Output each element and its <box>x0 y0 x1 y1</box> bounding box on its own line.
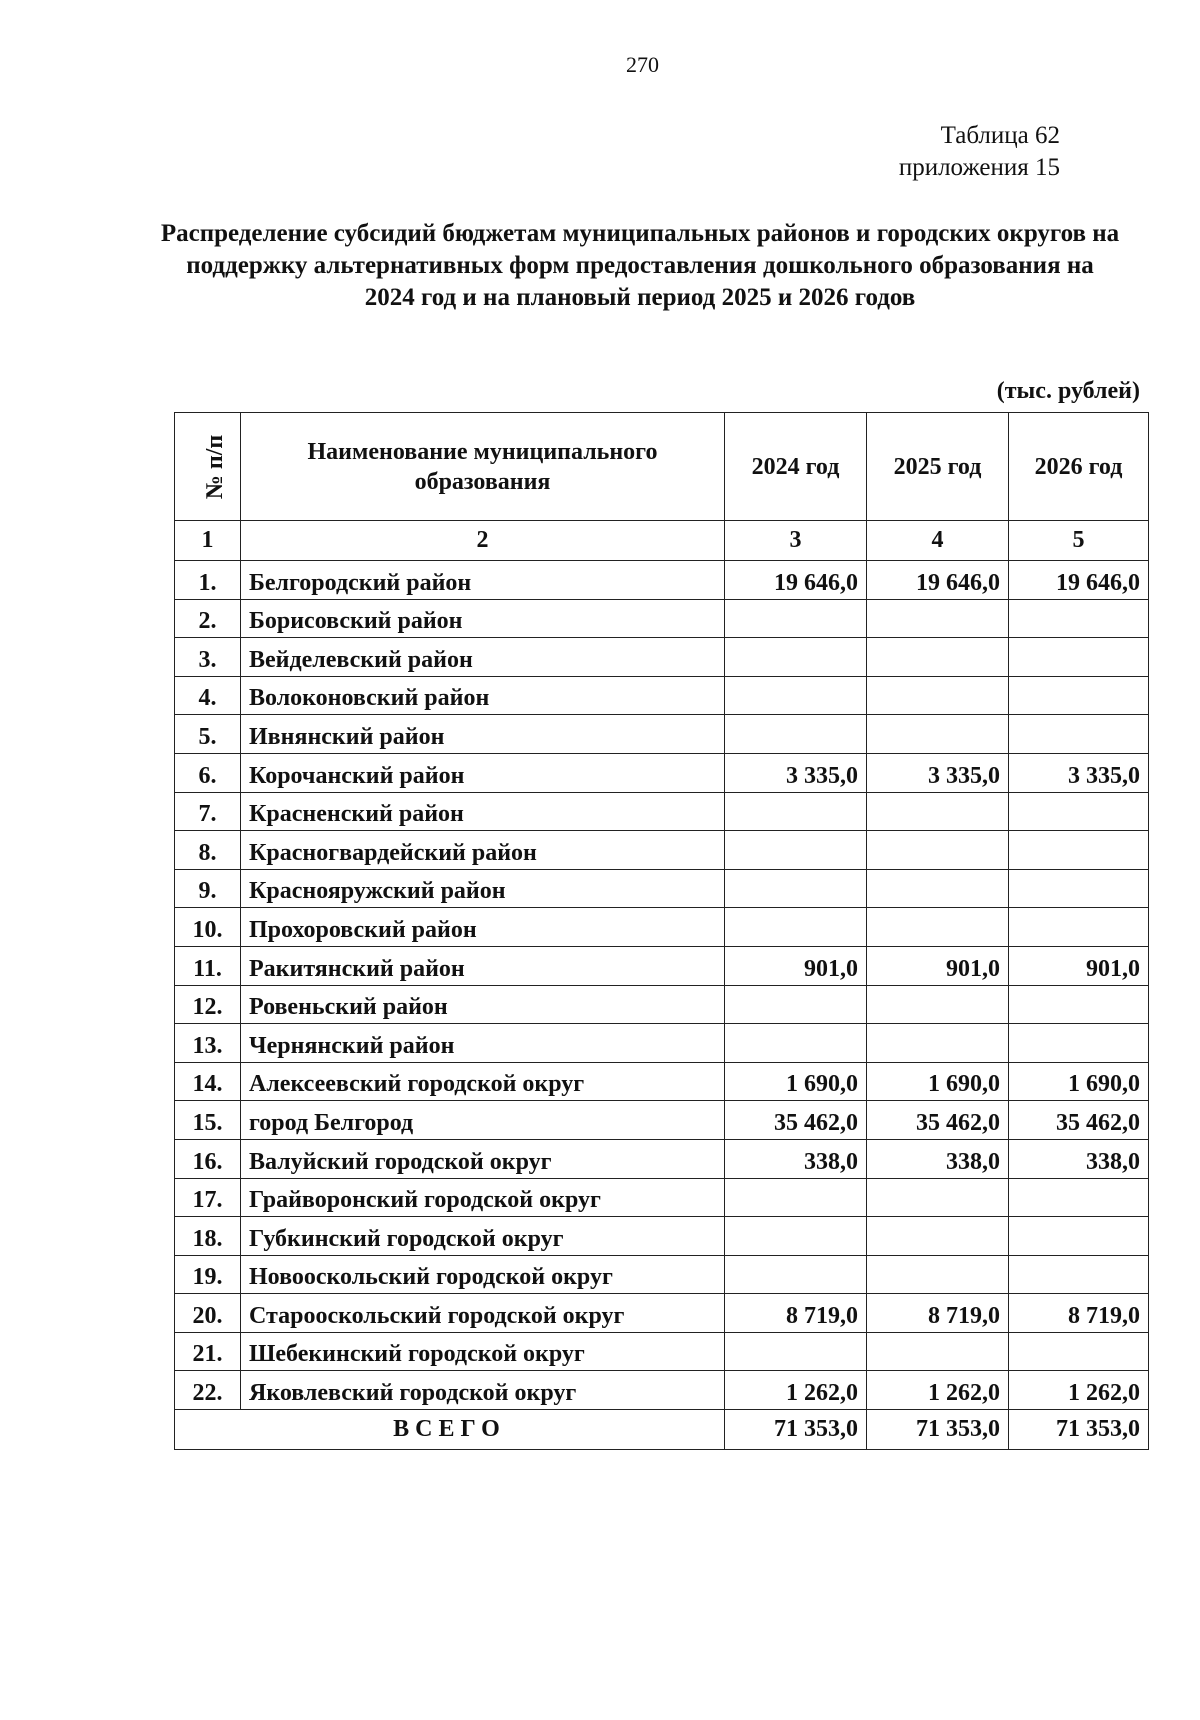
value-2026 <box>1009 676 1149 715</box>
value-2026 <box>1009 792 1149 831</box>
municipality-name: Грайворонский городской округ <box>241 1178 725 1217</box>
row-number: 10. <box>175 908 241 947</box>
value-2025: 19 646,0 <box>867 561 1009 600</box>
municipality-name: Валуйский городской округ <box>241 1139 725 1178</box>
municipality-name: Краснояружский район <box>241 869 725 908</box>
page-number: 270 <box>626 52 659 77</box>
value-2025: 35 462,0 <box>867 1101 1009 1140</box>
value-2026: 338,0 <box>1009 1139 1149 1178</box>
value-2026: 8 719,0 <box>1009 1294 1149 1333</box>
value-2025 <box>867 715 1009 754</box>
table-row <box>175 792 1149 831</box>
row-number: 19. <box>175 1255 241 1294</box>
row-number: 14. <box>175 1062 241 1101</box>
column-numbers-row <box>175 521 1149 561</box>
value-2024 <box>725 985 867 1024</box>
value-2025 <box>867 1217 1009 1256</box>
row-number: 1. <box>175 561 241 600</box>
table-row <box>175 985 1149 1024</box>
row-number: 15. <box>175 1101 241 1140</box>
row-number: 22. <box>175 1371 241 1410</box>
column-number: 4 <box>867 521 1009 561</box>
value-2025: 8 719,0 <box>867 1294 1009 1333</box>
row-number: 20. <box>175 1294 241 1333</box>
value-2024: 19 646,0 <box>725 561 867 600</box>
column-number: 3 <box>725 521 867 561</box>
value-2025: 3 335,0 <box>867 753 1009 792</box>
municipality-name: Прохоровский район <box>241 908 725 947</box>
table-row <box>175 1178 1149 1217</box>
value-2026 <box>1009 1332 1149 1371</box>
value-2026 <box>1009 599 1149 638</box>
table-row <box>175 1139 1149 1178</box>
row-number: 9. <box>175 869 241 908</box>
value-2026 <box>1009 1024 1149 1063</box>
value-2024: 1 262,0 <box>725 1371 867 1410</box>
municipality-name: Борисовский район <box>241 599 725 638</box>
row-number: 4. <box>175 676 241 715</box>
header-name: Наименование муниципального образования <box>241 413 725 521</box>
value-2024: 901,0 <box>725 946 867 985</box>
table-row <box>175 715 1149 754</box>
subsidy-table <box>174 412 1149 1450</box>
value-2024 <box>725 715 867 754</box>
value-2024 <box>725 1332 867 1371</box>
value-2024 <box>725 1217 867 1256</box>
value-2024 <box>725 1024 867 1063</box>
row-number: 13. <box>175 1024 241 1063</box>
total-label: ВСЕГО <box>175 1410 725 1450</box>
value-2025 <box>867 599 1009 638</box>
value-2026 <box>1009 908 1149 947</box>
column-number: 5 <box>1009 521 1149 561</box>
row-number: 3. <box>175 638 241 677</box>
municipality-name: Чернянский район <box>241 1024 725 1063</box>
table-row <box>175 638 1149 677</box>
value-2024 <box>725 831 867 870</box>
total-row <box>175 1410 1149 1450</box>
value-2026: 1 262,0 <box>1009 1371 1149 1410</box>
table-row <box>175 831 1149 870</box>
municipality-name: Ракитянский район <box>241 946 725 985</box>
municipality-name: город Белгород <box>241 1101 725 1140</box>
table-row <box>175 1217 1149 1256</box>
table-row <box>175 946 1149 985</box>
municipality-name: Яковлевский городской округ <box>241 1371 725 1410</box>
municipality-name: Губкинский городской округ <box>241 1217 725 1256</box>
table-row <box>175 869 1149 908</box>
value-2026: 19 646,0 <box>1009 561 1149 600</box>
value-2026 <box>1009 869 1149 908</box>
municipality-name: Вейделевский район <box>241 638 725 677</box>
municipality-name: Алексеевский городской округ <box>241 1062 725 1101</box>
row-number: 2. <box>175 599 241 638</box>
table-row <box>175 753 1149 792</box>
row-number: 5. <box>175 715 241 754</box>
municipality-name: Ровеньский район <box>241 985 725 1024</box>
row-number: 21. <box>175 1332 241 1371</box>
value-2026 <box>1009 1178 1149 1217</box>
value-2024: 8 719,0 <box>725 1294 867 1333</box>
value-2026: 3 335,0 <box>1009 753 1149 792</box>
table-row <box>175 1062 1149 1101</box>
value-2024 <box>725 792 867 831</box>
table-row <box>175 561 1149 600</box>
value-2026: 35 462,0 <box>1009 1101 1149 1140</box>
value-2024: 35 462,0 <box>725 1101 867 1140</box>
value-2026: 1 690,0 <box>1009 1062 1149 1101</box>
units-label: (тыс. рублей) <box>996 378 1140 404</box>
column-number: 1 <box>175 521 241 561</box>
row-number: 8. <box>175 831 241 870</box>
table-row <box>175 1332 1149 1371</box>
row-number: 12. <box>175 985 241 1024</box>
value-2024 <box>725 638 867 677</box>
municipality-name: Корочанский район <box>241 753 725 792</box>
value-2025 <box>867 831 1009 870</box>
header-2024: 2024 год <box>725 413 867 521</box>
value-2025 <box>867 1255 1009 1294</box>
header-2026: 2026 год <box>1009 413 1149 521</box>
municipality-name: Белгородский район <box>241 561 725 600</box>
value-2024 <box>725 676 867 715</box>
value-2024: 338,0 <box>725 1139 867 1178</box>
value-2026 <box>1009 831 1149 870</box>
row-number: 11. <box>175 946 241 985</box>
value-2025 <box>867 792 1009 831</box>
value-2026 <box>1009 1217 1149 1256</box>
table-row <box>175 1255 1149 1294</box>
row-number: 6. <box>175 753 241 792</box>
table-number: Таблица 62 <box>940 122 1060 149</box>
municipality-name: Волоконовский район <box>241 676 725 715</box>
header-2025: 2025 год <box>867 413 1009 521</box>
value-2025 <box>867 985 1009 1024</box>
value-2025 <box>867 1024 1009 1063</box>
value-2026 <box>1009 1255 1149 1294</box>
table-row <box>175 1024 1149 1063</box>
value-2024 <box>725 1178 867 1217</box>
row-number: 18. <box>175 1217 241 1256</box>
header-num: № п/п <box>175 413 241 521</box>
value-2025: 1 690,0 <box>867 1062 1009 1101</box>
value-2024: 3 335,0 <box>725 753 867 792</box>
value-2026 <box>1009 638 1149 677</box>
row-number: 16. <box>175 1139 241 1178</box>
total-2026: 71 353,0 <box>1009 1410 1149 1450</box>
municipality-name: Ивнянский район <box>241 715 725 754</box>
value-2025 <box>867 676 1009 715</box>
value-2025 <box>867 1178 1009 1217</box>
total-2024: 71 353,0 <box>725 1410 867 1450</box>
municipality-name: Красногвардейский район <box>241 831 725 870</box>
value-2026 <box>1009 985 1149 1024</box>
table-header-row <box>175 413 1149 521</box>
value-2024 <box>725 869 867 908</box>
value-2025 <box>867 908 1009 947</box>
value-2025: 338,0 <box>867 1139 1009 1178</box>
value-2025: 901,0 <box>867 946 1009 985</box>
table-row <box>175 1294 1149 1333</box>
value-2025 <box>867 1332 1009 1371</box>
municipality-name: Новооскольский городской округ <box>241 1255 725 1294</box>
value-2024 <box>725 599 867 638</box>
table-row <box>175 1371 1149 1410</box>
value-2026: 901,0 <box>1009 946 1149 985</box>
column-number: 2 <box>241 521 725 561</box>
document-title: Распределение субсидий бюджетам муниципальных районов и городских округов на поддержку альтернативных форм предоставления дошкольного образования на 2024 год и на плановый период 2025 и 2026 годов <box>160 220 1120 311</box>
value-2025: 1 262,0 <box>867 1371 1009 1410</box>
table-row <box>175 1101 1149 1140</box>
row-number: 17. <box>175 1178 241 1217</box>
municipality-name: Шебекинский городской округ <box>241 1332 725 1371</box>
total-2025: 71 353,0 <box>867 1410 1009 1450</box>
table-row <box>175 908 1149 947</box>
municipality-name: Старооскольский городской округ <box>241 1294 725 1333</box>
value-2025 <box>867 869 1009 908</box>
table-row <box>175 599 1149 638</box>
value-2026 <box>1009 715 1149 754</box>
municipality-name: Красненский район <box>241 792 725 831</box>
table-row <box>175 676 1149 715</box>
table-reference <box>830 120 1060 184</box>
value-2024 <box>725 908 867 947</box>
row-number: 7. <box>175 792 241 831</box>
value-2024: 1 690,0 <box>725 1062 867 1101</box>
value-2025 <box>867 638 1009 677</box>
value-2024 <box>725 1255 867 1294</box>
appendix-reference: приложения 15 <box>898 154 1060 181</box>
